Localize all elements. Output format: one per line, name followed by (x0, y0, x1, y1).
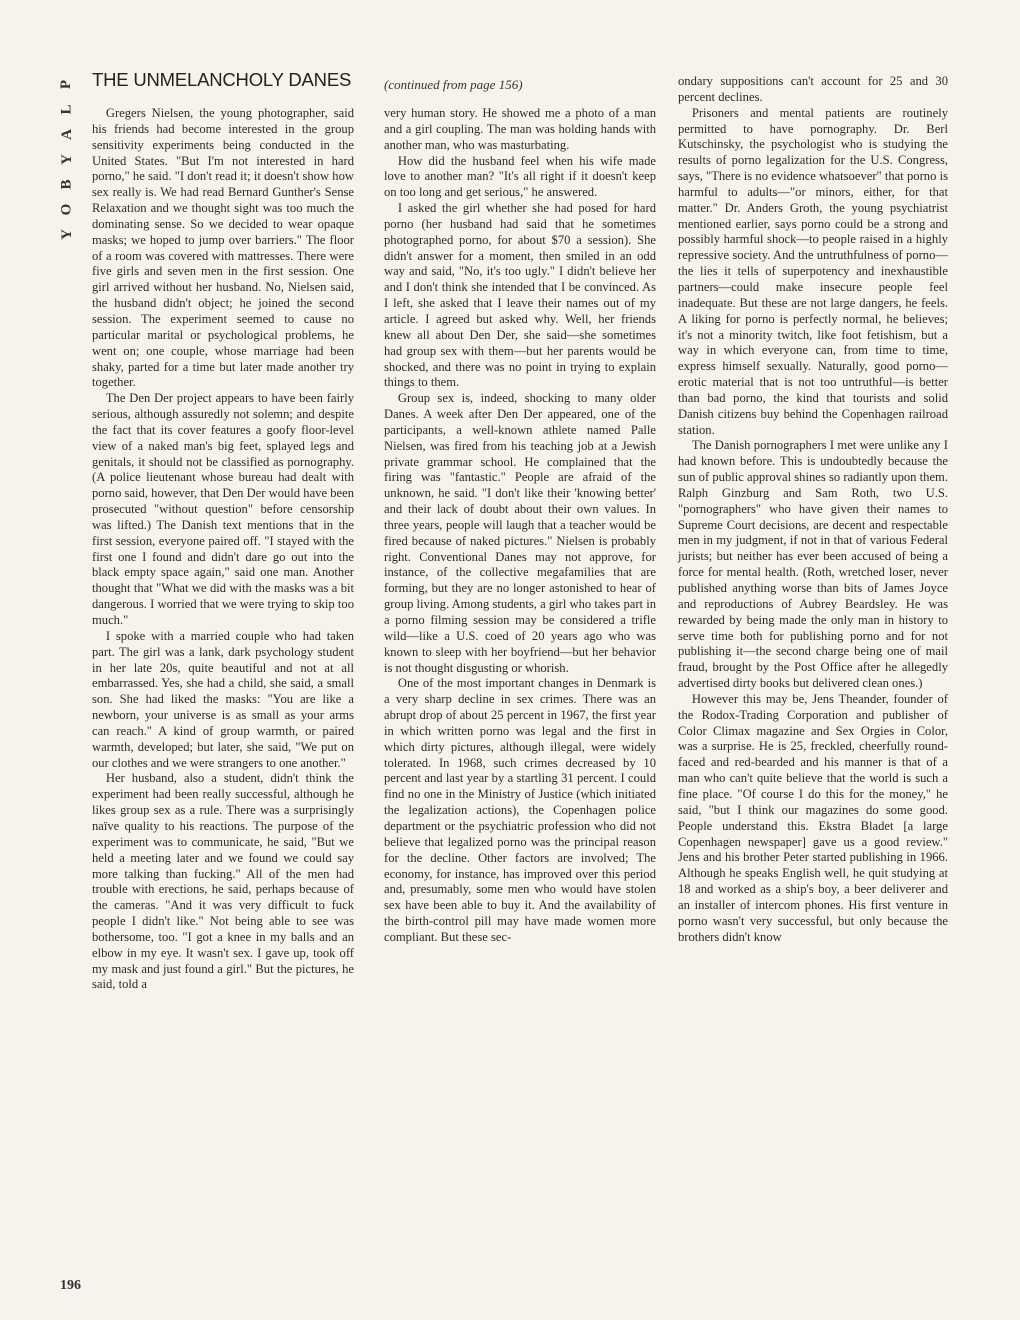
article-column-3 (678, 74, 948, 945)
article-title: THE UNMELANCHOLY DANES (92, 69, 352, 90)
paragraph: I spoke with a married couple who had taken part. The girl was a lank, dark psychology student in her late 20s, quite beautiful and not at all embarrassed. Yes, she had a child, she said, a small son. She had liked the masks: "You are like a newborn, your universe is as small as your arms can reach." A kind of group warmth, or paired warmth, developed; but later, she said, "We put on our clothes and we were strangers to one another." (92, 628, 354, 770)
continued-from-note: (continued from page 156) (384, 77, 523, 92)
brand-letter: Y (58, 229, 75, 240)
paragraph: Group sex is, indeed, shocking to many older Danes. A week after Den Der appeared, one of the participants, a well-known athlete named Palle Nielsen, was fired from his teaching job at a Jewish private grammar school. He complained that the firing was "fantastic." People are afraid of the unknown, he said. "I don't like their 'knowing better' and their lack of doubt about their own values. In three years, people will laugh that a teacher would be fired because of naked pictures." Nielsen is probably right. Conventional Danes may not approve, for instance, of the collective megafamilies that are forming, but they are no longer astonished to hear of group living. Among students, a girl who takes part in a porno filming session may be considered a trifle wild—like a U.S. coed of 20 years ago who was known to sleep with her boyfriend—but her behavior is not thought disgusting or whorish. (384, 391, 656, 675)
magazine-brand-vertical (54, 72, 80, 247)
paragraph: How did the husband feel when his wife made love to another man? "It's all right if it doesn't keep on too long and get serious," he answered. (384, 153, 656, 200)
paragraph: The Danish pornographers I met were unlike any I had known before. This is undoubtedly because the sun of public approval shines so radiantly upon them. Ralph Ginzburg and Sam Roth, two U.S. "pornographers" who have given their names to Supreme Court decisions, are decent and respectable men in my judgment, if not in that of various Federal jurists; but neither has ever been accused of being a force for mental health. (Roth, wretched loser, never published anything worse than bits of James Joyce and reproductions of Aubrey Beardsley. He was rewarded by being made the only man in history to serve time both for publishing porno and for not publishing it—the second charge being one of mail fraud, brought by the Post Office after he allegedly advertised dirty books but delivered clean ones.) (678, 438, 948, 691)
brand-letter: B (58, 179, 75, 190)
brand-letter: Y (58, 154, 75, 165)
paragraph: Prisoners and mental patients are routinely permitted to have pornography. Dr. Berl Kutschinsky, the psychologist who is studying the results of porno legalization for the U.S. Congress, says, "There is no evidence whatsoever" that porno is harmful to adults—"or minors, either, for that matter." Dr. Anders Groth, the young psychiatrist mentioned earlier, says porno could be a strong and possibly harmful shock—to people raised in a highly repressive society. And the untruthfulness of porno—the lies it tells of superpotency and inexhaustible partners—could make insecure people feel inadequate. But these are not large dangers, he feels. A liking for porno is perfectly normal, he believes; it's not a minority twitch, like foot fetishism, but a way in which everyone can, from time to time, express himself sexually. Naturally, good porno—erotic material that is not too untruthful—is better than bad porno, the kind that tourists and solid Danish citizens buy behind the Copenhagen railroad station. (678, 105, 948, 437)
brand-letter: P (58, 79, 75, 90)
headline-row (92, 69, 354, 106)
paragraph: Gregers Nielsen, the young photographer, said his friends had become interested in the group sensitivity experiments being conducted in the United States. "But I'm not interested in hard porno," he said. "I don't read it; it doesn't show how sex really is. We had read Bernard Gunther's Sense Relaxation and we thought sight was too much the dominating sense. So we decided to wear opaque masks; we hoped to jump over barriers." The floor of a room was covered with mattresses. There were five girls and seven men in the first session. One girl arrived without her husband. No, Nielsen said, the husband didn't object; he joined the second session. The experiment seemed to cause no particular marital or psychological problems, he went on; one couple, whose marriage had been shaky, parted for a time but later made another try together. (92, 106, 354, 390)
continued-row (384, 74, 656, 106)
paragraph: However this may be, Jens Theander, founder of the Rodox-Trading Corporation and publisher of Color Climax magazine and Sex Orgies in Color, was a surprise. He is 25, freckled, cheerfully round-faced and red-bearded and his manner is that of a man who can't quite believe that the world is such a fine place. "Of course I do this for the money," he said, "but I think our magazines do some good. People understand this. Ekstra Bladet [a large Copenhagen newspaper] gave us a good review." Jens and his brother Peter started publishing in 1966. Although he speaks English well, he quit studying at 18 and worked as a ship's boy, a beer deliverer and an installer of intercom phones. His first venture in porno wasn't very successful, but only because the brothers didn't know (678, 691, 948, 944)
page-number: 196 (60, 1278, 81, 1293)
article-column-1 (92, 69, 354, 993)
paragraph: The Den Der project appears to have been fairly serious, although assuredly not solemn; and despite the fact that its cover features a goofy floor-level view of a naked man's big feet, splayed legs and genitals, it should not be classified as pornography. (A police lieutenant whose bureau had dealt with porno said, however, that Den Der would have been prosecuted "without question" before censorship was lifted.) The Danish text mentions that in the first session, everyone paired off. "I stayed with the first one I found and didn't dare go out into the black empty space again," said one man. Another thought that "What we did with the masks was a bit dangerous. I worried that we were trying to skip too much." (92, 391, 354, 627)
paragraph: I asked the girl whether she had posed for hard porno (her husband had said that he sometimes photographed porno, for about $70 a session). She didn't answer for a moment, then smiled in an odd way and said, "No, it's too ugly." I didn't believe her and I don't think she intended that I be convinced. As I left, she asked that I leave their names out of my article. I agreed but asked why. Well, her friends knew all about Den Der, she said—she sometimes had group sex with them—but her parents would be shocked, and there was no point in trying to explain things to them. (384, 201, 656, 390)
paragraph: Her husband, also a student, didn't think the experiment had been really successful, although he likes group sex as a rule. There was a surprisingly naïve quality to his reactions. The purpose of the experiment was to communicate, he said, "But we held a meeting later and we found we could say more talking than fucking." All of the men had trouble with erections, he said, perhaps because of the cameras. "And it was very difficult to fuck people I didn't like." Not being able to see was bothersome, too. "I got a knee in my balls and an elbow in my eye. It wasn't sex. I gave up, took off my mask and just found a girl." But the pictures, he said, told a (92, 771, 354, 992)
paragraph: very human story. He showed me a photo of a man and a girl coupling. The man was holding hands with another man, who was masturbating. (384, 106, 656, 152)
brand-letter: O (58, 203, 75, 216)
paragraph: One of the most important changes in Denmark is a very sharp decline in sex crimes. There was an abrupt drop of about 25 percent in 1967, the first year in which written porno was legal and the first in which dirty pictures, although illegal, were widely tolerated. In 1968, such crimes decreased by 10 percent and last year by a startling 31 percent. I could find no one in the Ministry of Justice (which initiated the legalization actions), the Copenhagen police department or the psychiatric profession who did not believe that legalized porno was the principal reason for the decline. Other factors are involved; The economy, for instance, has improved over this period and, presumably, some men who would have stolen sex have been able to buy it. And the availability of the birth-control pill may have made women more compliant. But these sec- (384, 676, 656, 944)
brand-letter: L (58, 104, 75, 115)
paragraph: ondary suppositions can't account for 25 and 30 percent declines. (678, 74, 948, 104)
brand-letter: A (58, 129, 75, 140)
article-column-2 (384, 74, 656, 946)
